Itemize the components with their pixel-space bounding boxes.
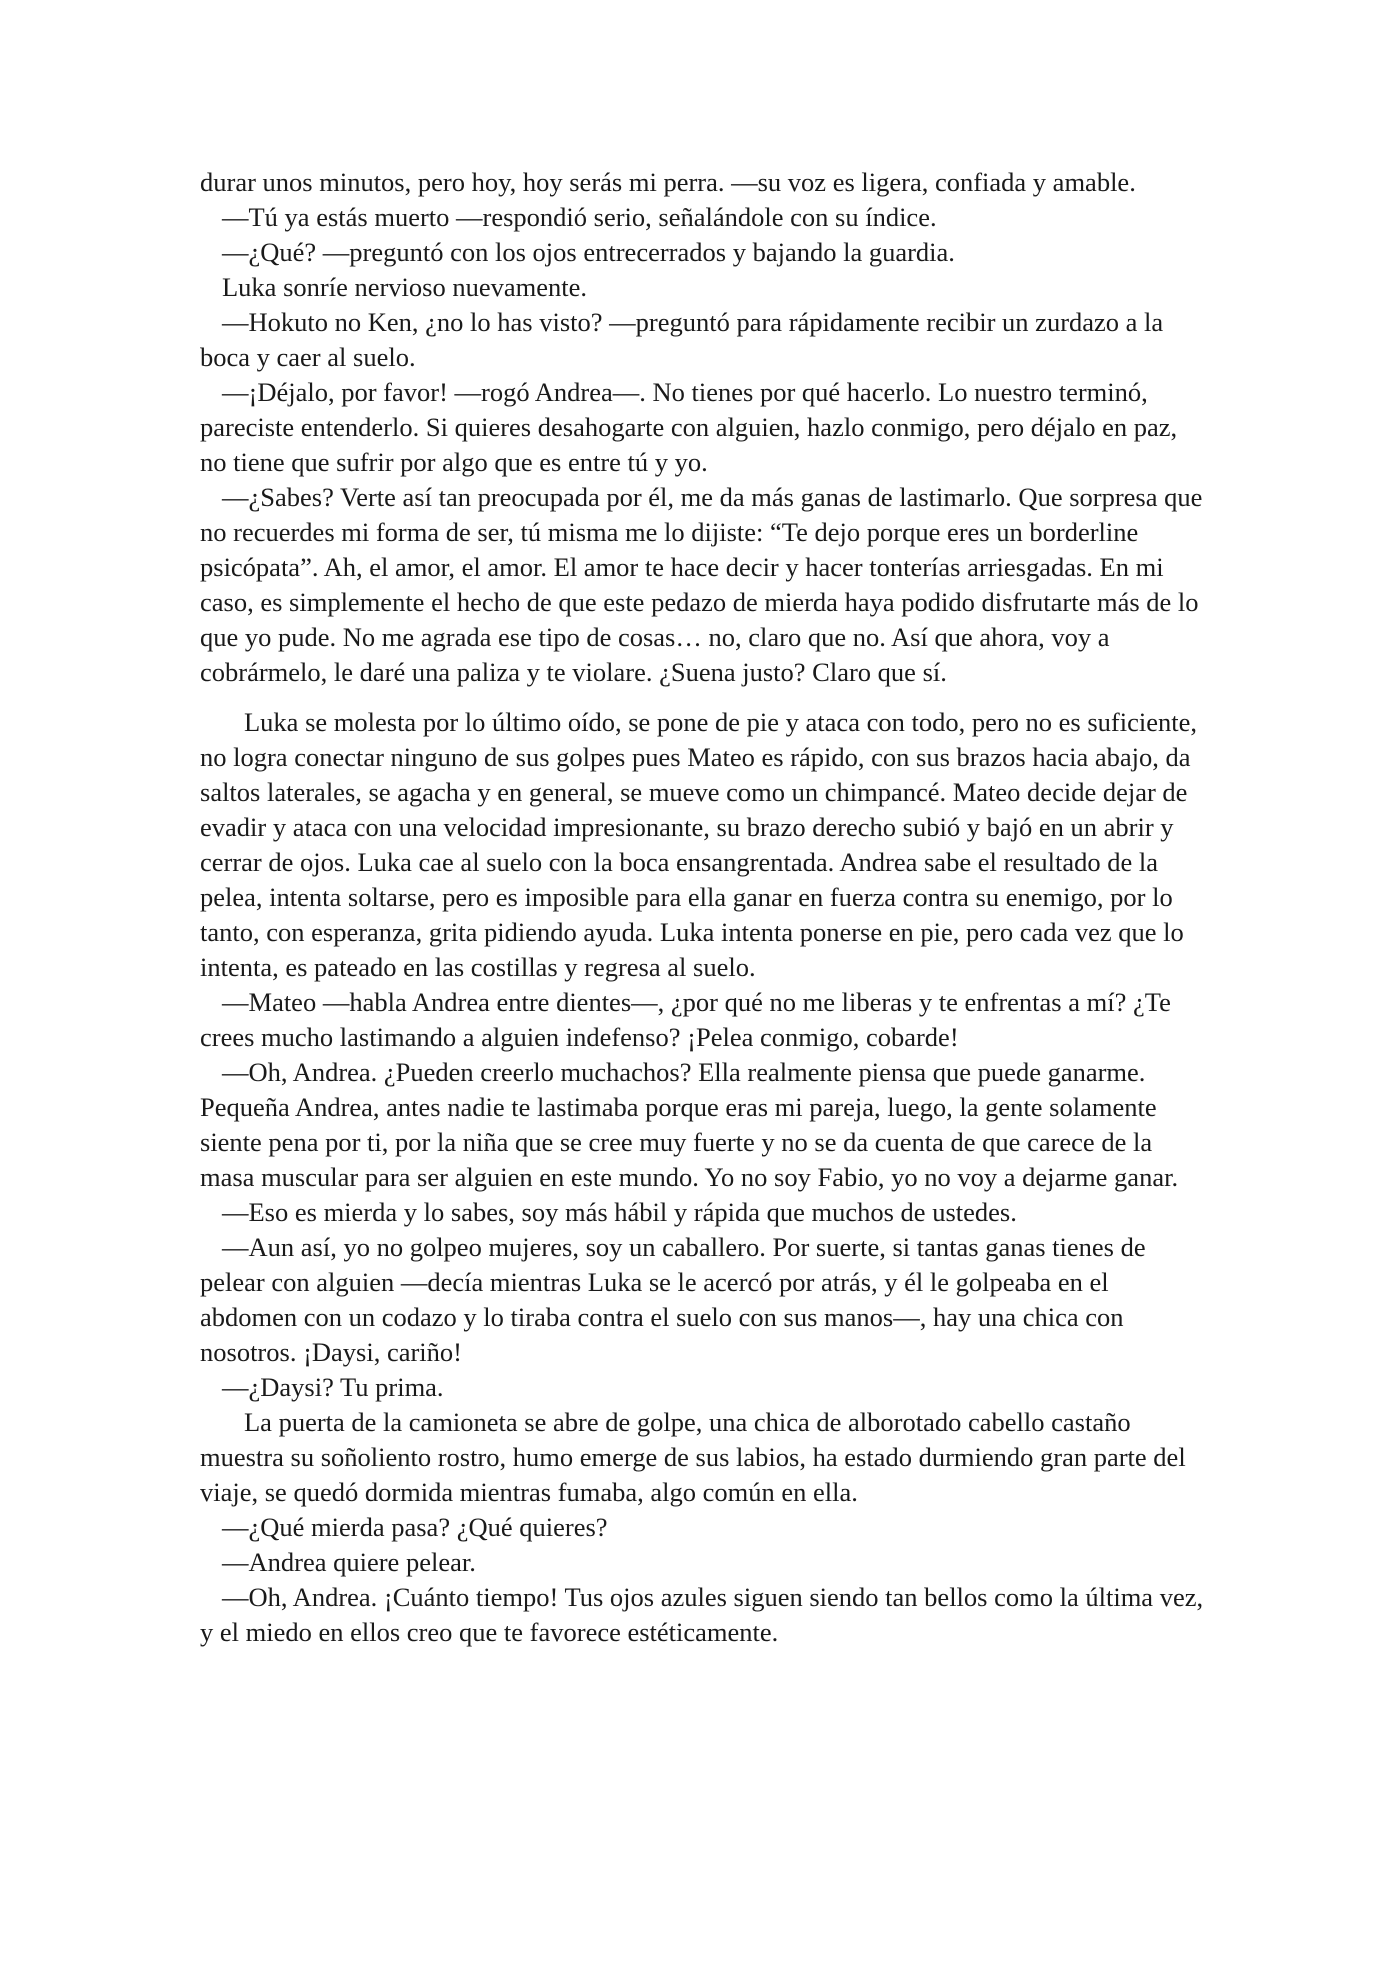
paragraph-11: —Eso es mierda y lo sabes, soy más hábil y rápida que muchos de ustedes. [222,1197,1017,1227]
paragraph-5: —Hokuto no Ken, ¿no lo has visto? —preguntó para rápidamente recibir un zurdazo a la boca y caer al suelo. [200,307,1164,372]
paragraph-15: —¿Qué mierda pasa? ¿Qué quieres? [222,1512,608,1542]
paragraph-12: —Aun así, yo no golpeo mujeres, soy un caballero. Por suerte, si tantas ganas tienes de pelear con alguien —decía mientras Luka se le acercó por atrás, y él le golpeaba en el abdomen con un codazo y lo tiraba contra el suelo con sus manos—, hay una chica con nosotros. ¡Daysi, cariño! [200,1232,1146,1367]
paragraph-1: durar unos minutos, pero hoy, hoy serás mi perra. —su voz es ligera, confiada y amable. [200,167,1136,197]
paragraph-6: —¡Déjalo, por favor! —rogó Andrea—. No tienes por qué hacerlo. Lo nuestro terminó, pareciste entenderlo. Si quieres desahogarte con alguien, hazlo conmigo, pero déjalo en paz, no tiene que sufrir por algo que es entre tú y yo. [200,377,1178,477]
paragraph-10: —Oh, Andrea. ¿Pueden creerlo muchachos? Ella realmente piensa que puede ganarme. Pequeña Andrea, antes nadie te lastimaba porque eras mi pareja, luego, la gente solamente siente pena por ti, por la niña que se cree muy fuerte y no se da cuenta de que carece de la masa muscular para ser alguien en este mundo. Yo no soy Fabio, yo no voy a dejarme ganar. [200,1057,1179,1192]
paragraph-16: —Andrea quiere pelear. [222,1547,476,1577]
paragraph-13: —¿Daysi? Tu prima. [222,1372,444,1402]
paragraph-7: —¿Sabes? Verte así tan preocupada por él, me da más ganas de lastimarlo. Que sorpresa que no recuerdes mi forma de ser, tú misma me lo dijiste: “Te dejo porque eres un borderline psicópata”. Ah, el amor, el amor. El amor te hace decir y hacer tonterías arriesgadas. En mi caso, es simplemente el hecho de que este pedazo de mierda haya podido disfrutarte más de lo que yo pude. No me agrada ese tipo de cosas… no, claro que no. Así que ahora, voy a cobrármelo, le daré una paliza y te violare. ¿Suena justo? Claro que sí. [200,482,1203,687]
paragraph-14: La puerta de la camioneta se abre de golpe, una chica de alborotado cabello castaño muestra su soñoliento rostro, humo emerge de sus labios, ha estado durmiendo gran parte del viaje, se quedó dormida mientras fumaba, algo común en ella. [200,1407,1186,1507]
paragraph-3: —¿Qué? —preguntó con los ojos entrecerrados y bajando la guardia. [222,237,955,267]
paragraph-17: —Oh, Andrea. ¡Cuánto tiempo! Tus ojos azules siguen siendo tan bellos como la última vez, y el miedo en ellos creo que te favorece estéticamente. [200,1582,1204,1647]
paragraph-8: Luka se molesta por lo último oído, se pone de pie y ataca con todo, pero no es suficiente, no logra conectar ninguno de sus golpes pues Mateo es rápido, con sus brazos hacia abajo, da saltos laterales, se agacha y en general, se mueve como un chimpancé. Mateo decide dejar de evadir y ataca con una velocidad impresionante, su brazo derecho subió y bajó en un abrir y cerrar de ojos. Luka cae al suelo con la boca ensangrentada. Andrea sabe el resultado de la pelea, intenta soltarse, pero es imposible para ella ganar en fuerza contra su enemigo, por lo tanto, con esperanza, grita pidiendo ayuda. Luka intenta ponerse en pie, pero cada vez que lo intenta, es pateado en las costillas y regresa al suelo. [200,707,1198,982]
paragraph-4: Luka sonríe nervioso nuevamente. [222,272,587,302]
document-page [200,165,1205,1650]
paragraph-9: —Mateo —habla Andrea entre dientes—, ¿por qué no me liberas y te enfrentas a mí? ¿Te crees mucho lastimando a alguien indefenso? ¡Pelea conmigo, cobarde! [200,987,1171,1052]
paragraph-2: —Tú ya estás muerto —respondió serio, señalándole con su índice. [222,202,937,232]
